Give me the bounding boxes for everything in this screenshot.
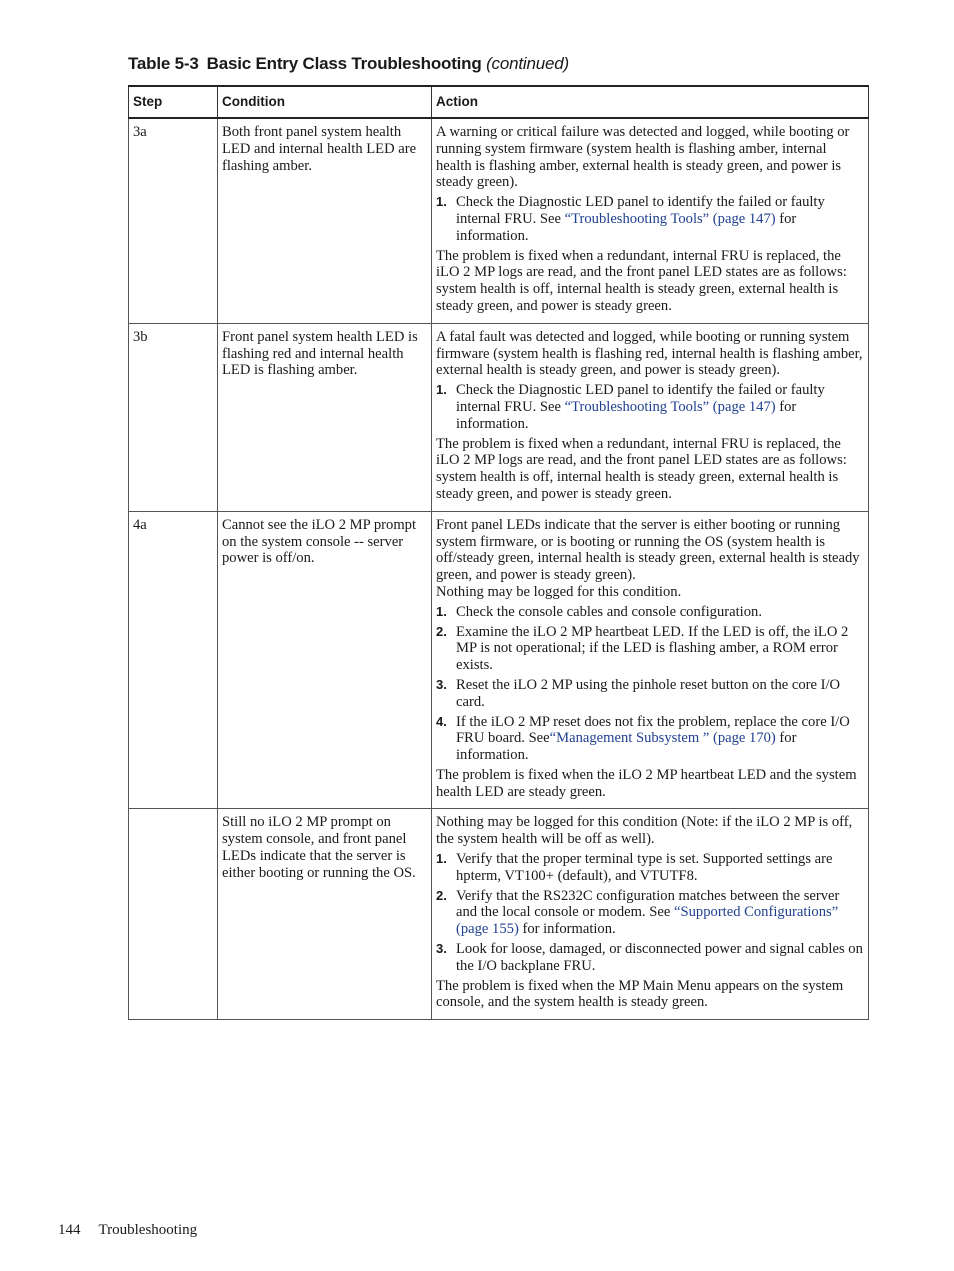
list-item	[436, 624, 864, 674]
table-row	[129, 118, 869, 323]
step-text: If the iLO 2 MP reset does not fix the problem, replace the core I/O FRU board. See	[456, 713, 850, 747]
step-text-post: for information.	[518, 921, 616, 938]
action-intro-note: Nothing may be logged for this condition.	[436, 583, 682, 600]
table-header-row	[129, 86, 869, 118]
step-cell	[129, 809, 218, 1020]
condition-cell: Still no iLO 2 MP prompt on system console, and front panel LEDs indicate that the server is either booting or running the OS.	[218, 809, 432, 1020]
step-number: 1.	[436, 194, 447, 210]
step-text-post: for information.	[456, 730, 797, 764]
action-outro: The problem is fixed when the MP Main Menu appears on the system console, and the system health is steady green.	[436, 977, 844, 1011]
footer-section: Troubleshooting	[98, 1222, 198, 1238]
step-text: Check the console cables and console configuration.	[456, 603, 762, 620]
page-footer	[58, 1222, 197, 1239]
action-outro: The problem is fixed when a redundant, internal FRU is replaced, the iLO 2 MP logs are read, and the front panel LED states are as follows: system health is off, internal health is steady green, external health is steady green, and power is steady green.	[436, 247, 847, 314]
header-step: Step	[129, 86, 218, 118]
step-cell: 3b	[129, 323, 218, 511]
header-condition: Condition	[218, 86, 432, 118]
step-number: 1.	[436, 382, 447, 398]
action-outro: The problem is fixed when the iLO 2 MP heartbeat LED and the system health LED are steady green.	[436, 766, 857, 800]
xref-link-management-subsystem[interactable]: “Management Subsystem ” (page 170)	[549, 730, 776, 747]
action-steps	[436, 382, 864, 432]
xref-link-troubleshooting-tools[interactable]: “Troubleshooting Tools” (page 147)	[564, 210, 776, 227]
page-number: 144	[58, 1222, 81, 1238]
step-text: Verify that the RS232C configuration matches between the server and the local console or modem. See	[456, 887, 840, 921]
step-number: 1.	[436, 603, 447, 619]
action-intro: A warning or critical failure was detected and logged, while booting or running system firmware (system health is flashing amber, internal health is flashing amber, external health is steady green, and power is steady green).	[436, 124, 850, 191]
action-steps	[436, 194, 864, 244]
step-number: 2.	[436, 887, 447, 903]
table-title: Basic Entry Class Troubleshooting	[206, 54, 482, 73]
step-text-post: for information.	[456, 398, 797, 432]
action-steps	[436, 851, 864, 975]
condition-cell: Both front panel system health LED and internal health LED are flashing amber.	[218, 118, 432, 323]
xref-link-troubleshooting-tools[interactable]: “Troubleshooting Tools” (page 147)	[564, 398, 776, 415]
action-outro: The problem is fixed when a redundant, internal FRU is replaced, the iLO 2 MP logs are read, and the front panel LED states are as follows: system health is off, internal health is steady green, external health is steady green, and power is steady green.	[436, 435, 847, 502]
action-cell	[432, 511, 869, 809]
action-cell	[432, 118, 869, 323]
header-action: Action	[432, 86, 869, 118]
table-row	[129, 323, 869, 511]
list-item	[436, 941, 864, 975]
step-number: 3.	[436, 676, 447, 692]
step-number: 1.	[436, 851, 447, 867]
troubleshooting-table	[128, 85, 869, 1020]
step-text: Look for loose, damaged, or disconnected power and signal cables on the I/O backplane FRU.	[456, 941, 863, 974]
table-row	[129, 809, 869, 1020]
step-text: Check the Diagnostic LED panel to identify the failed or faulty internal FRU. See	[456, 382, 825, 415]
step-cell: 4a	[129, 511, 218, 809]
action-intro: Nothing may be logged for this condition (Note: if the iLO 2 MP is off, the system health will be off as well).	[436, 814, 853, 848]
list-item	[436, 382, 864, 432]
step-text: Check the Diagnostic LED panel to identify the failed or faulty internal FRU. See	[456, 194, 825, 227]
action-intro: Front panel LEDs indicate that the server is either booting or running system firmware, or is booting or running the OS (system health is off/steady green, internal health is steady green, external health is steady green, and power is steady green).	[436, 516, 860, 584]
list-item	[436, 851, 864, 885]
condition-cell: Front panel system health LED is flashing red and internal health LED is flashing amber.	[218, 323, 432, 511]
xref-link-supported-configurations[interactable]: “Supported Configurations” (page 155)	[456, 904, 839, 938]
step-text: Reset the iLO 2 MP using the pinhole reset button on the core I/O card.	[456, 676, 841, 710]
step-number: 4.	[436, 713, 447, 729]
step-number: 2.	[436, 623, 447, 639]
condition-cell: Cannot see the iLO 2 MP prompt on the system console -- server power is off/on.	[218, 511, 432, 809]
action-intro: A fatal fault was detected and logged, while booting or running system firmware (system health is flashing red, internal health is flashing amber, external health is steady green, and power is steady green).	[436, 328, 863, 379]
action-cell	[432, 323, 869, 511]
table-caption	[128, 54, 569, 74]
table-continued: (continued)	[486, 54, 569, 73]
step-number: 3.	[436, 941, 447, 957]
step-text-post: for information.	[456, 210, 797, 244]
list-item	[436, 604, 864, 621]
step-text: Verify that the proper terminal type is set. Supported settings are hpterm, VT100+ (default), and VTUTF8.	[456, 851, 833, 884]
step-cell: 3a	[129, 118, 218, 323]
table-label: Table 5-3	[128, 54, 199, 73]
table-row	[129, 511, 869, 809]
action-cell	[432, 809, 869, 1020]
list-item	[436, 194, 864, 244]
list-item	[436, 677, 864, 711]
list-item	[436, 714, 864, 764]
list-item	[436, 888, 864, 938]
step-text: Examine the iLO 2 MP heartbeat LED. If the LED is off, the iLO 2 MP is not operational; if the LED is flashing amber, a ROM error exists.	[456, 623, 849, 674]
action-steps	[436, 604, 864, 764]
